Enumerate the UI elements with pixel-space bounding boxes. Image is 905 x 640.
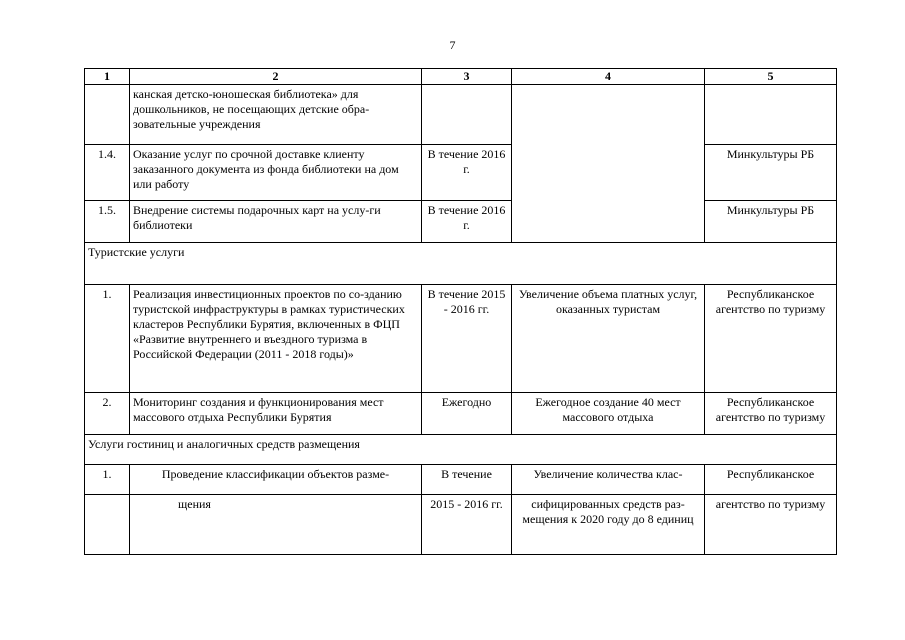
responsible-cell: Минкультуры РБ [705, 201, 837, 243]
header-col-5: 5 [705, 69, 837, 85]
measure-text: Реализация инвестиционных проектов по со-зданию туристской инфраструктуры в рамках туристических кластеров Республики Бурятия, включенных в ФЦП «Развитие внутреннего и въездного туризма в Российской Федерации (2011 - 2018 годы)» [130, 285, 422, 393]
row-number: 1.5. [85, 201, 130, 243]
responsible-cell [705, 85, 837, 145]
row-number [85, 85, 130, 145]
measure-text: щения [130, 495, 422, 555]
header-col-4: 4 [512, 69, 705, 85]
term-cell: 2015 - 2016 гг. [422, 495, 512, 555]
responsible-cell: Республиканское агентство по туризму [705, 393, 837, 435]
section-title-hotels: Услуги гостиниц и аналогичных средств размещения [85, 435, 837, 465]
table-row [85, 285, 837, 393]
term-cell: Ежегодно [422, 393, 512, 435]
term-cell: В течение 2016 г. [422, 145, 512, 201]
row-number [85, 495, 130, 555]
row-number: 1. [85, 285, 130, 393]
result-cell: Увеличение количества клас- [512, 465, 705, 495]
measure-text: Проведение классификации объектов разме- [130, 465, 422, 495]
page-number: 7 [449, 38, 456, 52]
section-row [85, 243, 837, 285]
measure-text: Мониторинг создания и функционирования мест массового отдыха Республики Бурятия [130, 393, 422, 435]
measure-text: Внедрение системы подарочных карт на услу-ги библиотеки [130, 201, 422, 243]
measures-table [84, 68, 837, 555]
measure-text: Оказание услуг по срочной доставке клиенту заказанного документа из фонда библиотеки на дом или работу [130, 145, 422, 201]
table-row [85, 85, 837, 145]
row-number: 2. [85, 393, 130, 435]
table-row [85, 465, 837, 495]
term-cell: В течение [422, 465, 512, 495]
row-number: 1.4. [85, 145, 130, 201]
responsible-cell: агентство по туризму [705, 495, 837, 555]
result-cell: Ежегодное создание 40 мест массового отдыха [512, 393, 705, 435]
header-col-2: 2 [130, 69, 422, 85]
row-number: 1. [85, 465, 130, 495]
section-row [85, 435, 837, 465]
table-row [85, 145, 837, 201]
term-cell: В течение 2015 - 2016 гг. [422, 285, 512, 393]
term-cell: В течение 2016 г. [422, 201, 512, 243]
header-col-3: 3 [422, 69, 512, 85]
header-col-1: 1 [85, 69, 130, 85]
header-row [85, 69, 837, 85]
measure-text: канская детско-юношеская библиотека» для дошкольников, не посещающих детские обра-зовательные учреждения [130, 85, 422, 145]
section-title-tourism: Туристские услуги [85, 243, 837, 285]
table-row [85, 201, 837, 243]
responsible-cell: Республиканское [705, 465, 837, 495]
result-cell [512, 85, 705, 243]
result-cell: сифицированных средств раз-мещения к 2020 году до 8 единиц [512, 495, 705, 555]
responsible-cell: Республиканское агентство по туризму [705, 285, 837, 393]
table-row [85, 393, 837, 435]
table-row [85, 495, 837, 555]
result-cell: Увеличение объема платных услуг, оказанных туристам [512, 285, 705, 393]
term-cell [422, 85, 512, 145]
responsible-cell: Минкультуры РБ [705, 145, 837, 201]
